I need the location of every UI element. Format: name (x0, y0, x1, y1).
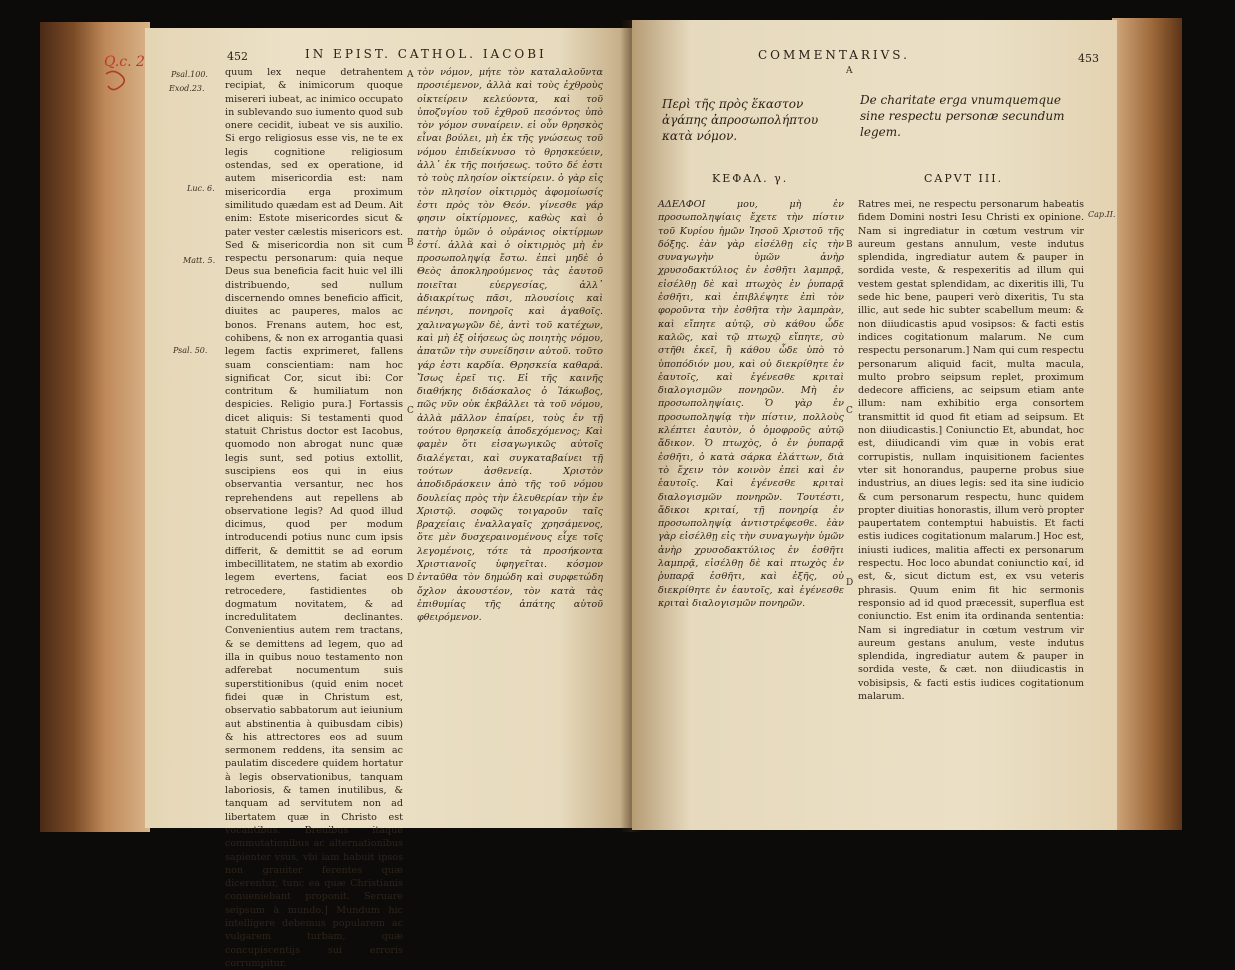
book-edge-left (40, 22, 150, 832)
margin-ref: Matt. 5. (183, 256, 216, 265)
section-mark: D (846, 578, 854, 588)
greek-column (658, 198, 844, 810)
left-page (145, 28, 633, 969)
section-mark: C (846, 406, 853, 416)
handwritten-annotation (102, 50, 145, 94)
margin-ref: Exod.23. (169, 84, 205, 93)
margin-ref: Cap.II. (1088, 210, 1116, 219)
latin-column (225, 66, 403, 969)
section-mark: D (407, 573, 415, 583)
left-running-head: IN EPIST. CATHOL. IACOBI (305, 47, 547, 61)
handwritten-text: Q.c. 2 (104, 54, 145, 70)
book-edge-right (1112, 18, 1182, 830)
right-running-head: COMMENTARIVS. (758, 48, 910, 62)
greek-column (417, 66, 603, 808)
latin-chapter-heading: CAPVT III. (924, 172, 1004, 185)
greek-text: τὸν νόμον, μήτε τὸν καταλαλοῦντα προσιέμενον, ἀλλὰ καὶ τοὺς ἐχθροὺς οἰκτείρειν κελεύοντα, καὶ τοῦ ὑποζυγίου τοῦ ἐχθροῦ πεσόντος ὑπὸ τὸν γόμον συναίρειν. εἰ οὖν θρησκὸς εἶναι βούλει, μὴ ἐκ τῆς γνώσεως τοῦ νόμου ἐπιδείκνυσο τὸ θρησκεύειν, ἀλλ᾽ ἐκ τῆς ποιήσεως. τοῦτο δέ ἐστι τὸ τοὺς πλησίον οἰκτείρειν. ὁ γὰρ εἰς τὸν πλησίον οἰκτιρμὸς ἀφομοίωσίς ἐστι πρὸς τὸν Θεόν. γίνεσθε γάρ φησιν οἰκτίρμονες, καθὼς καὶ ὁ πατὴρ ὑμῶν ὁ οὐράνιος οἰκτίρμων ἐστί. ἀλλὰ καὶ ὁ οἰκτιρμὸς μὴ ἐν προσωποληψίᾳ ἔστω. ἐπεὶ μηδὲ ὁ Θεὸς ἀποκληρούμενος τὰς ἑαυτοῦ ποιεῖται εὐεργεσίας, ἀλλ᾽ ἀδιακρίτως πᾶσι, πλουσίοις καὶ πένησι, πονηροῖς καὶ ἀγαθοῖς. χαλιναγωγῶν δὲ, ἀντὶ τοῦ κατέχων, καὶ μὴ ἐξ οἰήσεως ὡς ποιητὴς νόμου, ἀπατῶν τὴν συνείδησιν αὐτοῦ. τοῦτο γάρ ἐστι καρδία. Θρησκεία καθαρά. Ἴσως ἐρεῖ τις. Εἰ τῆς καινῆς διαθήκης διδάσκαλος ὁ Ἰάκωβος, πῶς νῦν οὐκ ἐκβάλλει τὰ τοῦ νόμου, ἀλλὰ μᾶλλον ἐπαίρει, τοὺς ἐν τῇ τούτου θρησκείᾳ ἀποδεχόμενος; Καὶ φαμὲν ὅτι εἰσαγωγικῶς αὐτοῖς διαλέγεται, καὶ συγκαταβαίνει τῇ τούτων ἀσθενείᾳ. Χριστὸν ἀποδιδράσκειν ἀπὸ τῆς τοῦ νόμου δουλείας πρὸς τὴν ἐλευθερίαν τὴν ἐν Χριστῷ. σοφῶς τοιγαροῦν ταῖς βραχείαις ἐναλλαγαῖς χρησάμενος, ὅτε μὲν δυσχεραινομένους εἶχε τοῖς λεγομένοις, τότε τὰ προσήκοντα Χριστιανοῖς ὑφηγεῖται. κόσμον ἐνταῦθα τὸν δημώδη καὶ συρφετώδη ὄχλον ἀκουστέον, τὸν κατὰ τὰς ἐπιθυμίας τῆς ἀπάτης αὐτοῦ φθειρόμενον. (417, 67, 603, 624)
latin-text: Ratres mei, ne respectu personarum habeatis fidem Domini nostri Iesu Christi ex opinione. Nam si ingrediatur in cœtum vestrum vir aureum gestans annulum, veste indutus splendida, ingrediatur autem & pauper in sordida veste, & respexeritis ad illum qui vestem gestat splendidam, ac dixeritis illi, Tu sede hic bene, pauperi verò dixeritis, Tu sta illic, aut sede hic subter scabellum meum: & non diiudicastis apud vosipsos: & facti estis indices cogitationum malarum. Ne cum respectu personarum.] Nam qui cum respectu personarum aliquid facit, multa macula, multo probro seipsum replet, proximum dedecore afficiens, ac seipsum etiam ante illum: nam exhibitio erga consortem transmittit id quod fit etiam ad seipsum. Et non diiudicastis.] Coniunctio Et, abundat, hoc est, diiudicandi vim quæ in vobis erat corrupistis, nullam inquisitionem facientes vter sit honorandus, pauperne probus siue industrius, an diues legis: sed ita sine iudicio & cum personarum respectu, hunc quidem propter diuitias honorastis, illum verò propter paupertatem contemptui habuistis. Et facti estis iudices cogitationum malarum.] Hoc est, iniusti iudices, malitia affecti ex personarum respectu. Hoc loco abundat coniunctio καί, id est, &, sicut dictum est, ex vsu veteris phrasis. Quum enim fit hic sermonis responsio ad id quod præcessit, superflua est coniunctio. Est enim ita ordinanda sententia: Nam si ingrediatur in cœtum vestrum vir aureum gestans anulum, veste indutus splendida, ingrediatur autem & pauper in sordida veste, & cæt. non diiudicastis in vobisipsis, & facti estis iudices cogitationum malarum. (858, 199, 1084, 702)
margin-ref: Psal. 50. (173, 346, 208, 355)
margin-ref: Luc. 6. (187, 184, 215, 193)
latin-section-title: De charitate erga vnumquemque sine respectu personæ secundum legem. (860, 93, 1065, 139)
open-book (0, 8, 1235, 969)
section-mark: C (407, 406, 414, 416)
margin-ref: Psal.100. (171, 70, 208, 79)
latin-text: quum lex neque detrahentem recipiat, & inimicorum quoque misereri iubeat, ac inimico occupato in sublevando suo iumento quod sub onere cecidit, iubeat ve sis auxilio. Si ergo religiosus esse vis, ne te ex legis cognitione religiosum ostendas, sed ex operatione, id autem misericordia est: nam misericordia erga proximum similitudo quædam est ad Deum. Ait enim: Estote misericordes sicut & pater vester cælestis misericors est. Sed & misericordia non sit cum respectu personarum: quia neque Deus sua beneficia facit huic vel illi distribuendo, sed nullum discernendo omnes beneficio afficit, diuites ac pauperes, malos ac bonos. Frenans autem, hoc est, cohibens, & non ex arrogantia quasi legem factis exprimeret, fallens suam conscientiam: nam hoc significat Cor, sicut ibi: Cor contritum & humiliatum non despicies. Religio pura.] Fortassis dicet aliquis: Si testamenti quod statuit Christus doctor est Iacobus, quomodo non abrogat nunc quæ legis sunt, sed potius extollit, suscipiens eos qui in eius observantia versantur, nec hos reprehendens aut repellens ab observatione legis? Ad quod illud dicimus, quod per modum introducendi potius nunc cum ipsis differit, & demittit se ad eorum imbecillitatem, ne statim ab exordio legem evertens, faciat eos retrocedere, fastidientes ob dogmatum novitatem, & ad incredulitatem declinantes. Convenientius autem rem tractans, & se demittens ad legem, quo ad illa in quibus nouo testamento non adferebat nocumentum suis superstitionibus (quid enim nocet fidei quæ in Christum est, observatio sabbatorum aut ieiunium aut abstinentia à quibusdam cibis) & his attrectores eos ad suum sermonem reddens, ita sensim ac paulatim discedere quidem hortatur à legis observationibus, tanquam laboriosis, & tamen inutilibus, & tanquam ad servitutem non ad libertatem quæ in Christo est vocantibus. Breuibus itaque commutationibus ac alternationibus sapienter vsus, vbi iam habuit ipsos non grauiter ferentes quæ dicerentur, tunc ea quæ Christianis conueniebant proponit. Seruare seipsum à mundo.] Mundum hic intelligere debemus popularem ac vulgarem turbam, quæ concupiscentijs sui erroris corrumpitur. (225, 67, 403, 969)
right-page-number: 453 (1078, 52, 1099, 65)
left-page-number: 452 (227, 50, 248, 63)
greek-text: ΑΔΕΛΦΟΙ μου, μὴ ἐν προσωποληψίαις ἔχετε τὴν πίστιν τοῦ Κυρίου ἡμῶν Ἰησοῦ Χριστοῦ τῆς δόξης. ἐὰν γὰρ εἰσέλθῃ εἰς τὴν συναγωγὴν ὑμῶν ἀνὴρ χρυσοδακτύλιος ἐν ἐσθῆτι λαμπρᾷ, εἰσέλθῃ δὲ καὶ πτωχὸς ἐν ῥυπαρᾷ ἐσθῆτι, καὶ ἐπιβλέψητε ἐπὶ τὸν φοροῦντα τὴν ἐσθῆτα τὴν λαμπρὰν, καὶ εἴπητε αὐτῷ, σὺ κάθου ὧδε καλῶς, καὶ τῷ πτωχῷ εἴπητε, σὺ στῆθι ἐκεῖ, ἢ κάθου ὧδε ὑπὸ τὸ ὑποπόδιόν μου, καὶ οὐ διεκρίθητε ἐν ἑαυτοῖς, καὶ ἐγένεσθε κριταὶ διαλογισμῶν πονηρῶν. Μὴ ἐν προσωποληψίαις. Ὁ γὰρ ἐν προσωποληψίᾳ τὴν πίστιν, πολλοὺς κλέπτει ἑαυτὸν, ὁ ὁμοφροῦς αὐτῷ ἄδικον. Ὁ πτωχὸς, ὁ ἐν ῥυπαρᾷ ἐσθῆτι, ὁ κατὰ σάρκα ἐλάττων, διὰ τὸ ἔχειν τὸν κοινὸν ἐπεὶ καὶ ἐν ἑαυτοῖς. Καὶ ἐγένεσθε κριταὶ διαλογισμῶν πονηρῶν. Τουτέστι, ἄδικοι κριταί, τῇ πονηρίᾳ ἐν προσωποληψίᾳ ἀντιστρέφεσθε. ἐὰν γὰρ εἰσέλθῃ εἰς τὴν συναγωγὴν ὑμῶν ἀνὴρ χρυσοδακτύλιος ἐν ἐσθῆτι λαμπρᾷ, εἰσέλθῃ δὲ καὶ πτωχὸς ἐν ῥυπαρᾷ ἐσθῆτι, καὶ ἐξῆς, οὐ διεκρίθητε ἐν ἑαυτοῖς, καὶ ἐγένεσθε κριταὶ διαλογισμῶν πονηρῶν. (658, 199, 844, 609)
latin-column (858, 198, 1084, 810)
greek-section-title: Περὶ τῆς πρὸς ἕκαστον ἀγάπης ἀπροσωπολήπτου κατὰ νόμον. (662, 97, 819, 143)
section-mark: B (846, 240, 853, 250)
section-mark: A (407, 70, 414, 80)
handwritten-stroke (106, 71, 124, 89)
section-mark: B (407, 238, 414, 248)
greek-chapter-heading: ΚΕΦΑΛ. γ. (712, 172, 789, 185)
section-mark: A (846, 66, 853, 76)
right-page (632, 20, 1117, 830)
